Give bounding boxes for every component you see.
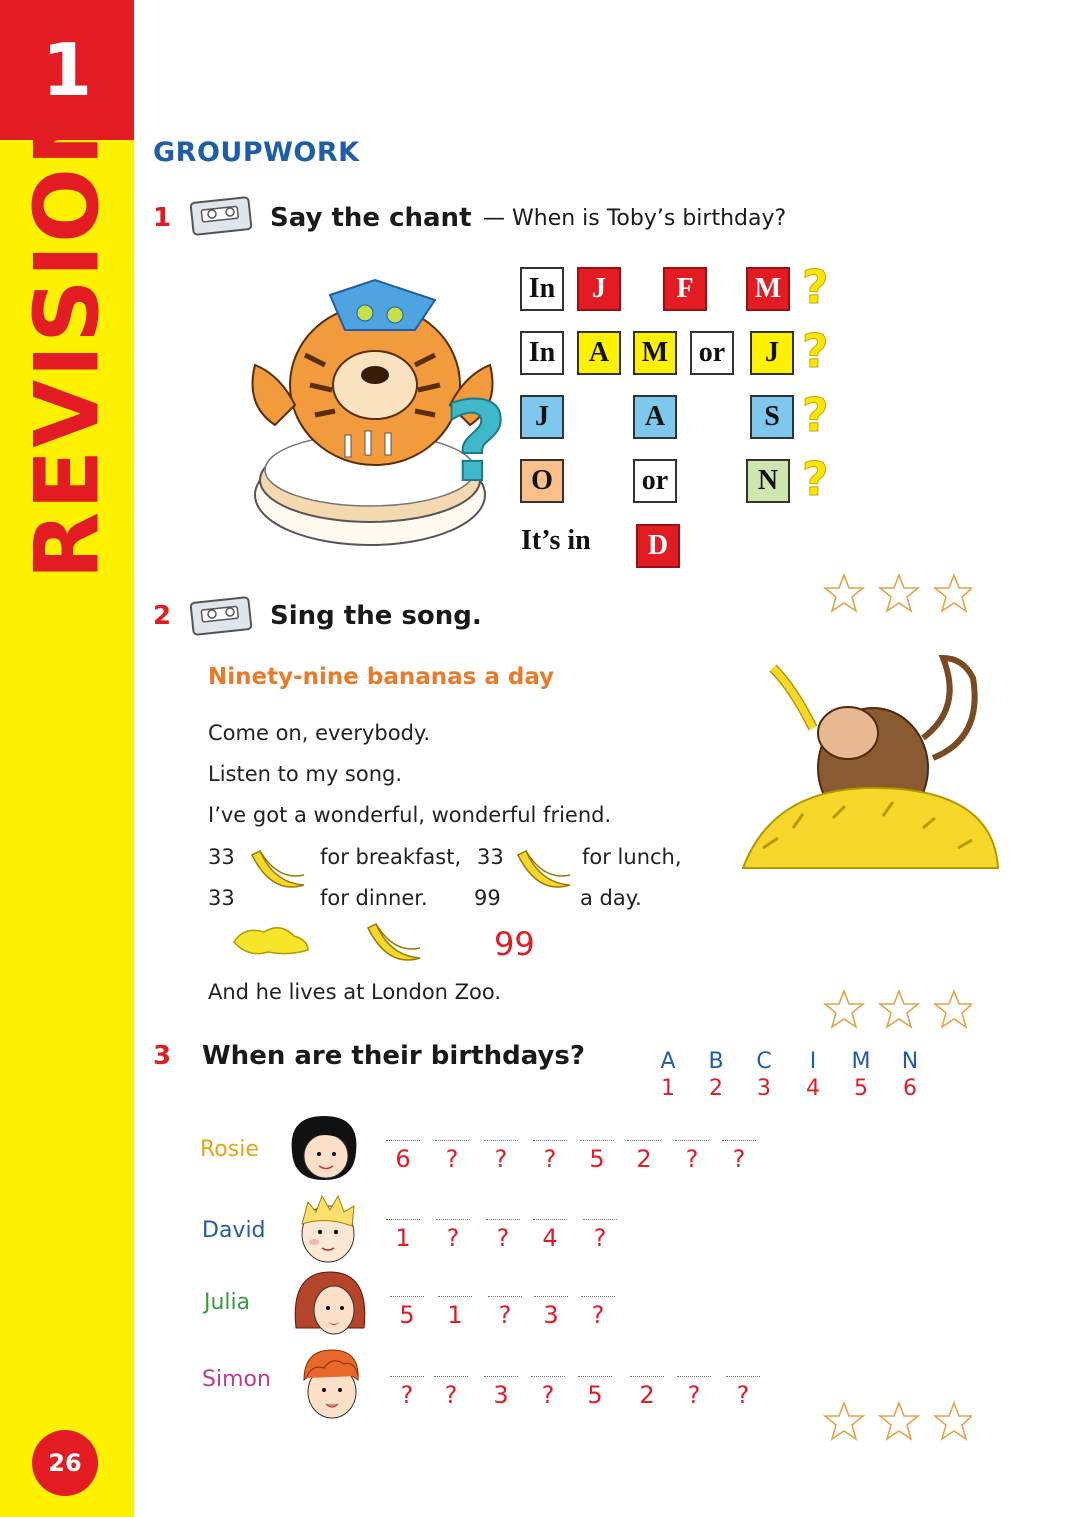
exercise-1-number: 1 [153, 203, 172, 233]
julia-face-avatar [290, 1268, 370, 1344]
code-number: 1 [661, 1076, 675, 1101]
chant-cell: M [746, 267, 790, 311]
chant-cell: N [746, 459, 790, 503]
david-face-avatar [292, 1188, 364, 1266]
chant-cell: O [520, 459, 564, 503]
answer-slot[interactable]: ? [677, 1376, 711, 1409]
answer-slot[interactable]: 2 [627, 1140, 661, 1173]
answer-slot[interactable]: 5 [578, 1376, 612, 1409]
chant-cell: J [577, 267, 621, 311]
song-number: 99 [474, 886, 501, 910]
exercise-1-title: Say the chant [270, 203, 472, 233]
answer-slot[interactable]: ? [435, 1140, 469, 1173]
answer-slot[interactable]: ? [675, 1140, 709, 1173]
question-mark: ? [802, 260, 829, 314]
groupwork-heading: GROUPWORK [153, 137, 360, 168]
simon-face-avatar [296, 1346, 366, 1422]
chant-cell: J [520, 395, 564, 439]
code-letter: M [851, 1049, 871, 1074]
song-title: Ninety-nine bananas a day [208, 664, 555, 690]
code-number: 6 [903, 1076, 917, 1101]
code-number: 3 [757, 1076, 771, 1101]
banana-bunch-icon [360, 918, 426, 970]
answer-slot[interactable]: 3 [534, 1296, 568, 1329]
answer-slot[interactable]: 5 [580, 1140, 614, 1173]
code-number: 5 [854, 1076, 868, 1101]
answer-slot[interactable]: ? [488, 1296, 522, 1329]
chant-cell: or [633, 459, 677, 503]
rebus-number: 99 [494, 925, 535, 963]
rosie-face-avatar [286, 1112, 362, 1184]
kid-name-julia: Julia [204, 1290, 251, 1315]
code-letter: I [809, 1049, 817, 1074]
code-number: 2 [709, 1076, 723, 1101]
answer-slot[interactable]: ? [486, 1219, 520, 1252]
page-number: 26 [32, 1430, 98, 1496]
sidebar [0, 0, 134, 1517]
chant-cell: In [520, 331, 564, 375]
song-line: And he lives at London Zoo. [208, 980, 502, 1004]
exercise-1-subtitle: — When is Toby’s birthday? [483, 206, 787, 231]
answer-slot[interactable]: ? [722, 1140, 756, 1173]
song-text: for lunch, [582, 845, 682, 869]
song-text: for breakfast, [320, 845, 462, 869]
exercise-3-number: 3 [153, 1041, 172, 1071]
question-mark: ? [802, 388, 829, 442]
song-number: 33 [477, 845, 504, 869]
song-line: Listen to my song. [208, 762, 403, 786]
song-text: for dinner. [320, 886, 428, 910]
song-number: 33 [208, 845, 235, 869]
code-letter: C [756, 1049, 772, 1074]
chant-cell: F [663, 267, 707, 311]
song-line: Come on, everybody. [208, 721, 431, 745]
kid-name-david: David [202, 1218, 266, 1243]
section-label: REVISION [15, 90, 119, 580]
answer-slot[interactable]: ? [726, 1376, 760, 1409]
question-mark: ? [802, 452, 829, 506]
song-number: 33 [208, 886, 235, 910]
answer-slot[interactable]: ? [434, 1376, 468, 1409]
banana-bunch-icon [246, 845, 308, 897]
exercise-3-title: When are their birthdays? [202, 1041, 585, 1071]
song-line: I’ve got a wonderful, wonderful friend. [208, 803, 612, 827]
answer-slot[interactable]: ? [533, 1140, 567, 1173]
big-question-mark: ? [444, 378, 508, 506]
chant-cell: or [690, 331, 734, 375]
code-number: 4 [806, 1076, 820, 1101]
code-letter: A [660, 1049, 676, 1074]
answer-slot[interactable]: 1 [438, 1296, 472, 1329]
answer-slot[interactable]: 1 [386, 1219, 420, 1252]
unit-number: 1 [41, 28, 93, 112]
code-letter: B [708, 1049, 724, 1074]
chant-cell: In [520, 267, 564, 311]
song-text: a day. [580, 886, 642, 910]
answer-slot[interactable]: 4 [533, 1219, 567, 1252]
answer-slot[interactable]: 2 [630, 1376, 664, 1409]
chant-cell: M [633, 331, 677, 375]
cassette-tape-icon[interactable] [190, 596, 252, 636]
answer-slot[interactable]: ? [390, 1376, 424, 1409]
answer-slot[interactable]: 5 [390, 1296, 424, 1329]
rating-stars[interactable] [822, 988, 972, 1032]
chant-answer-prefix: It’s in [521, 525, 591, 556]
kid-name-rosie: Rosie [200, 1137, 259, 1162]
answer-slot[interactable]: ? [583, 1219, 617, 1252]
banana-splat-icon [228, 918, 314, 962]
code-letter: N [901, 1049, 919, 1074]
chant-cell: A [577, 331, 621, 375]
answer-slot[interactable]: 3 [484, 1376, 518, 1409]
rating-stars[interactable] [822, 572, 972, 616]
answer-slot[interactable]: ? [484, 1140, 518, 1173]
exercise-2-number: 2 [153, 601, 172, 631]
monkey-bananas-illustration [733, 648, 1003, 898]
chant-cell: S [750, 395, 794, 439]
kid-name-simon: Simon [202, 1367, 271, 1392]
banana-bunch-icon [512, 845, 574, 897]
exercise-2-title: Sing the song. [270, 601, 482, 631]
rating-stars[interactable] [822, 1400, 972, 1444]
question-mark: ? [802, 324, 829, 378]
answer-slot[interactable]: ? [531, 1376, 565, 1409]
answer-slot[interactable]: 6 [386, 1140, 420, 1173]
answer-slot[interactable]: ? [581, 1296, 615, 1329]
chant-cell: A [633, 395, 677, 439]
chant-cell: J [750, 331, 794, 375]
chant-answer-letter: D [636, 524, 680, 568]
cassette-tape-icon[interactable] [190, 196, 252, 236]
answer-slot[interactable]: ? [436, 1219, 470, 1252]
